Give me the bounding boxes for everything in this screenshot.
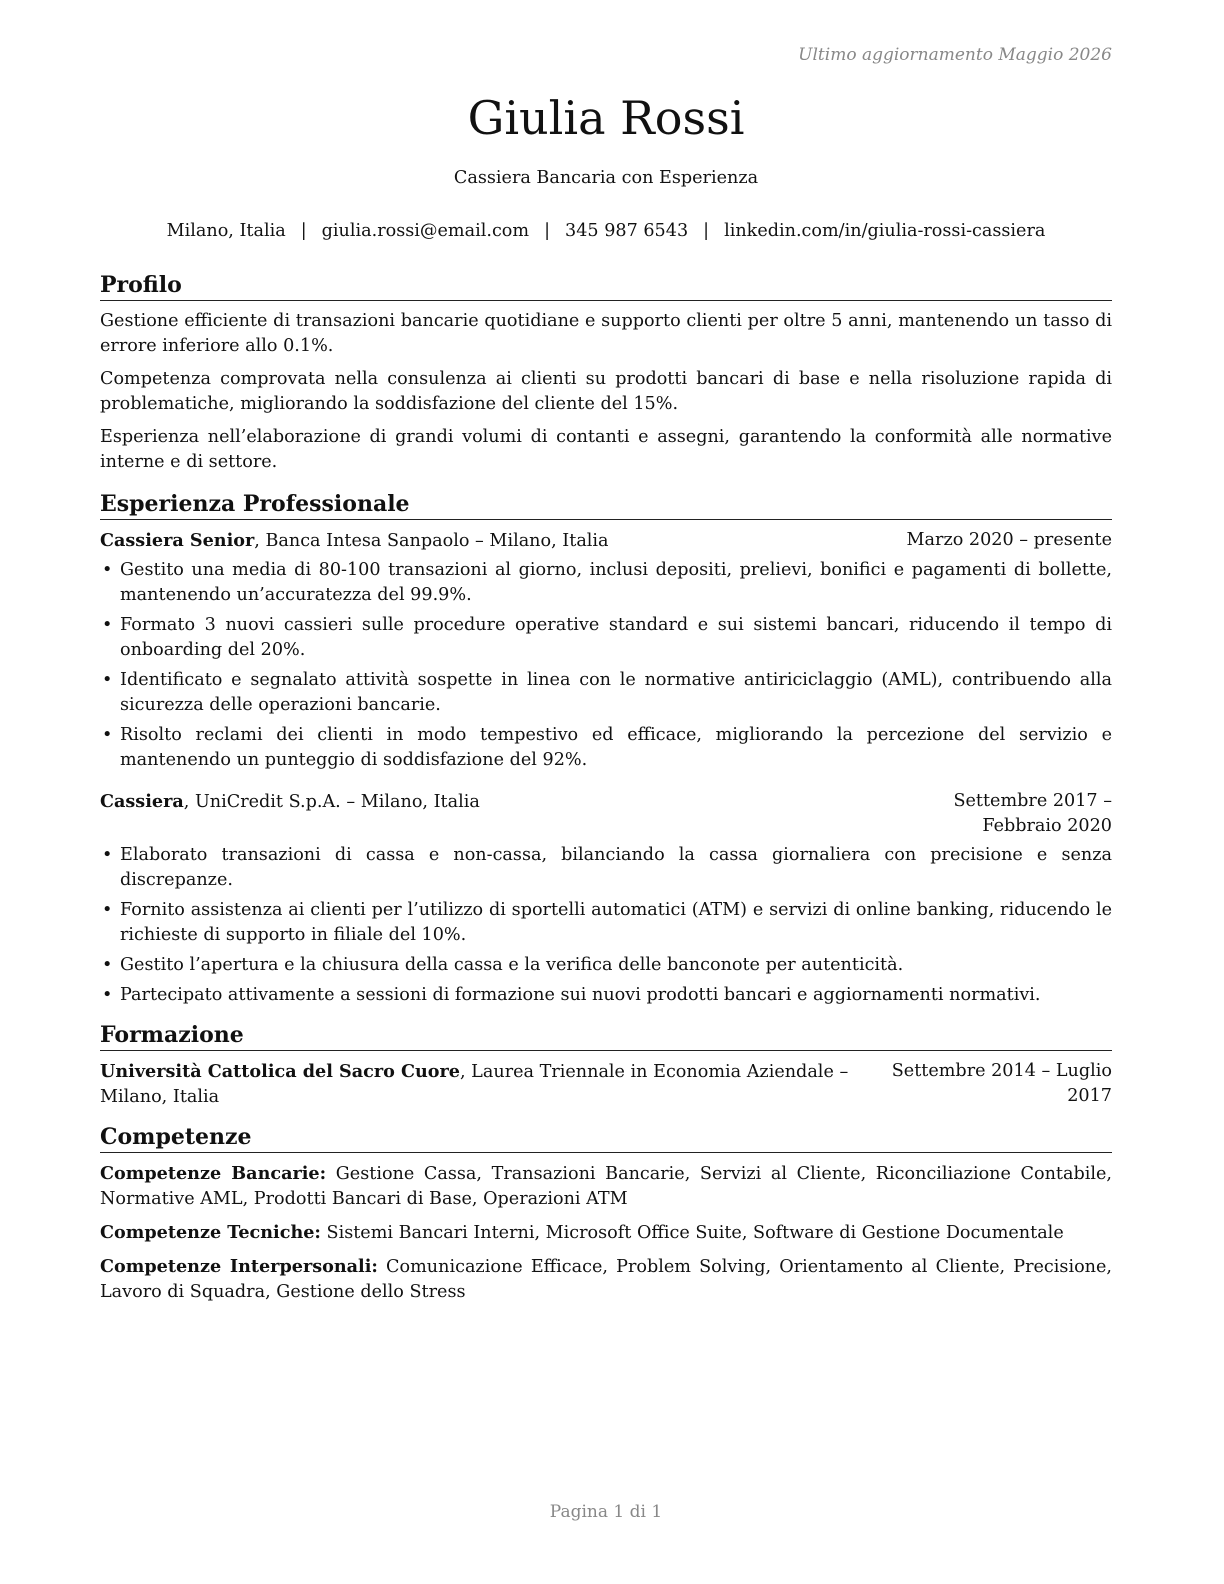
- candidate-subtitle: Cassiera Bancaria con Esperienza: [453, 168, 759, 188]
- candidate-name: Giulia Rossi: [467, 91, 745, 145]
- education-school: Università Cattolica del Sacro Cuore: [100, 1061, 460, 1082]
- contact-line: [0, 219, 1212, 244]
- page-footer: Pagina 1 di 1: [549, 1502, 663, 1522]
- list-item: • Gestito una media di 80-100 transazioni al giorno, inclusi depositi, prelievi, bonifici e pagamenti di bollette, mantenendo un’accuratezza del 99.9%.: [100, 558, 1112, 608]
- contact-separator: |: [300, 221, 307, 241]
- section-title-education: Formazione: [100, 1020, 1112, 1051]
- contact-separator: |: [703, 221, 710, 241]
- list-item: • Identificato e segnalato attività sospette in linea con le normative antiriciclaggio (AML), contribuendo alla sicurezza delle operazioni bancarie.: [100, 668, 1112, 718]
- job-dates: Marzo 2020 – presente: [906, 530, 1112, 550]
- job-company: , UniCredit S.p.A. – Milano, Italia: [183, 792, 480, 812]
- last-updated-note: Ultimo aggiornamento Maggio 2026: [798, 45, 1112, 65]
- contact-location: Milano, Italia: [166, 221, 286, 241]
- skill-group-text: Sistemi Bancari Interni, Microsoft Office Suite, Software di Gestione Documentale: [320, 1223, 1064, 1243]
- job-header: [100, 789, 1112, 839]
- education-detail: , Laurea Triennale in Economia Aziendale – Milano, Italia: [100, 1062, 849, 1107]
- profile-paragraph: Esperienza nell’elaborazione di grandi volumi di contanti e assegni, garantendo la conformità alle normative interne e di settore.: [100, 427, 1112, 472]
- section-title-experience: Esperienza Professionale: [100, 489, 1112, 520]
- list-item: • Partecipato attivamente a sessioni di formazione sui nuovi prodotti bancari e aggiornamenti normativi.: [100, 983, 1112, 1008]
- skill-group-label: Competenze Bancarie:: [100, 1163, 327, 1184]
- profile-paragraph: Gestione efficiente di transazioni bancarie quotidiane e supporto clienti per oltre 5 anni, mantenendo un tasso di errore inferiore allo 0.1%.: [100, 311, 1112, 356]
- job-title-line: [100, 789, 856, 815]
- skill-group: [100, 1254, 1112, 1305]
- job-role: Cassiera Senior: [100, 530, 255, 551]
- contact-separator: |: [544, 221, 551, 241]
- contact-email[interactable]: giulia.rossi@email.com: [321, 221, 530, 241]
- job-dates: Settembre 2017 – Febbraio 2020: [953, 791, 1112, 836]
- job-title-line: [100, 528, 891, 554]
- skill-group-label: Competenze Interpersonali:: [100, 1256, 378, 1277]
- job-company: , Banca Intesa Sanpaolo – Milano, Italia: [254, 531, 609, 551]
- list-item: • Elaborato transazioni di cassa e non-cassa, bilanciando la cassa giornaliera con precisione e senza discrepanze.: [100, 843, 1112, 893]
- profile-paragraph: Competenza comprovata nella consulenza ai clienti su prodotti bancari di base e nella risoluzione rapida di problematiche, migliorando la soddisfazione del cliente del 15%.: [100, 369, 1112, 414]
- education-entry: [100, 1059, 1112, 1110]
- list-item: • Formato 3 nuovi cassieri sulle procedure operative standard e sui sistemi bancari, riducendo il tempo di onboarding del 20%.: [100, 613, 1112, 663]
- section-title-skills: Competenze: [100, 1122, 1112, 1153]
- skill-group: [100, 1161, 1112, 1212]
- job-bullets: [100, 558, 1112, 773]
- list-item: • Risolto reclami dei clienti in modo tempestivo ed efficace, migliorando la percezione del servizio e mantenendo un punteggio di soddisfazione del 92%.: [100, 723, 1112, 773]
- education-dates: Settembre 2014 – Luglio 2017: [891, 1061, 1112, 1106]
- list-item: • Fornito assistenza ai clienti per l’utilizzo di sportelli automatici (ATM) e servizi di online banking, riducendo le richieste di supporto in filiale del 10%.: [100, 898, 1112, 948]
- skill-group-text: Comunicazione Efficace, Problem Solving, Orientamento al Cliente, Precisione, Lavoro di Squadra, Gestione dello Stress: [100, 1257, 1112, 1302]
- job-bullets: [100, 843, 1112, 1008]
- contact-linkedin[interactable]: linkedin.com/in/giulia-rossi-cassiera: [724, 221, 1046, 241]
- job-role: Cassiera: [100, 791, 184, 812]
- skill-group-text: Gestione Cassa, Transazioni Bancarie, Servizi al Cliente, Riconciliazione Contabile, Normative AML, Prodotti Bancari di Base, Operazioni ATM: [100, 1164, 1112, 1209]
- education-school-line: [100, 1059, 880, 1110]
- list-item: • Gestito l’apertura e la chiusura della cassa e la verifica delle banconote per autenticità.: [100, 953, 1112, 978]
- resume-content: [100, 270, 1112, 1313]
- job-header: [100, 528, 1112, 554]
- skill-group: [100, 1220, 1112, 1246]
- section-title-profile: Profilo: [100, 270, 1112, 301]
- skill-group-label: Competenze Tecniche:: [100, 1222, 321, 1243]
- contact-phone[interactable]: 345 987 6543: [565, 221, 689, 241]
